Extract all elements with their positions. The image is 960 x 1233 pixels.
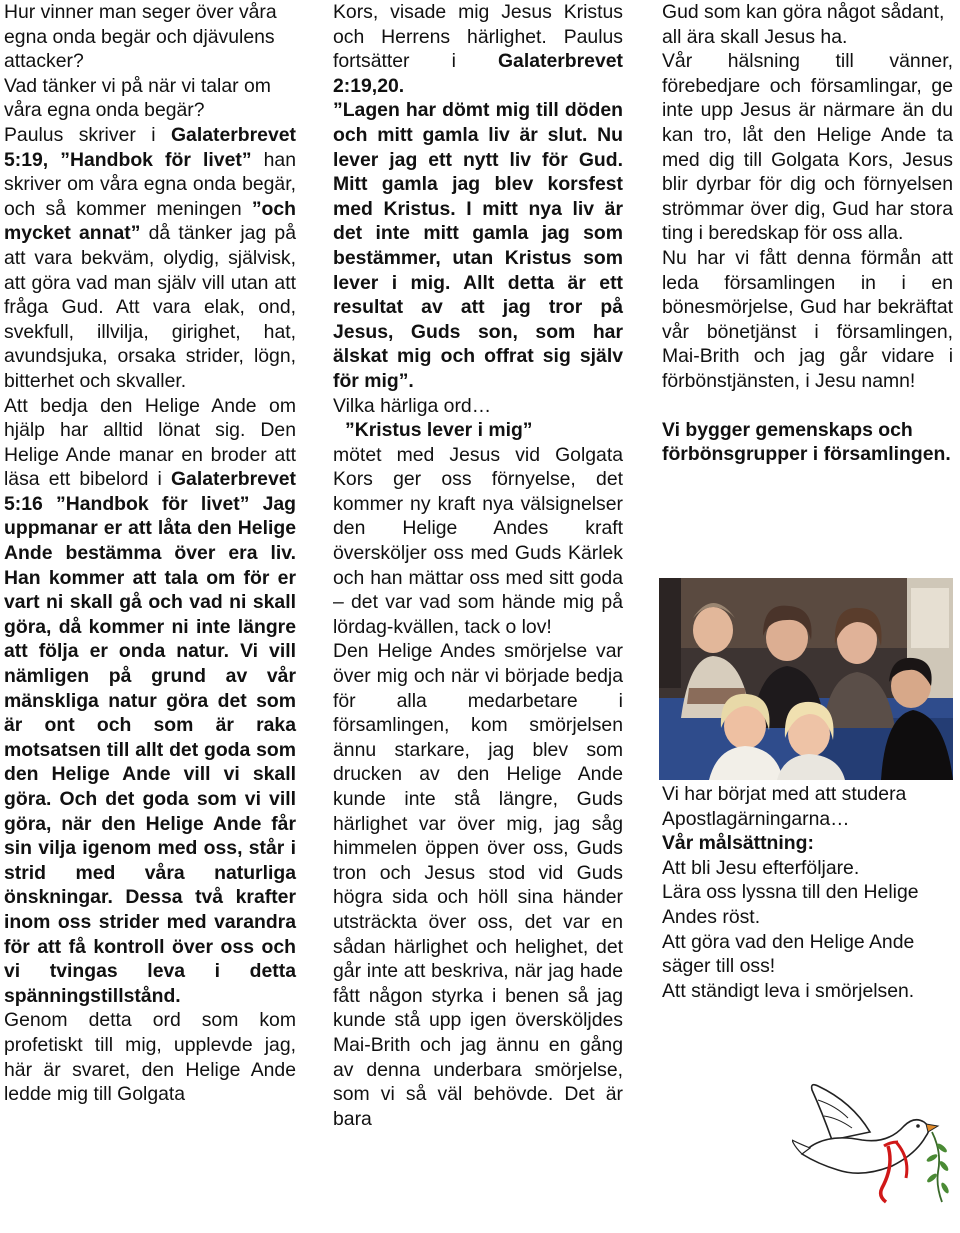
paragraph-intro-question: Hur vinner man seger över våra egna onda begär och djävulens attacker? [4,1,277,73]
paragraph-anointing: Den Helige Andes smörjelse var över mig och när vi började bedja för alla medarbetare i församlingen, kom smörjelsen ännu starkare, jag blev som drucken av den Helige Ande kunde inte stå längre, Guds härlighet var över mig, jag såg himmelen öppen över oss, Guds tron och Jesus stod vid Guds högra sida och höll sina händer utsträckta över oss, det var en sådan härlighet och helighet, det går inte att beskriva, när jag hade fått någon styrka i benen så jag kunde stå upp igen översköljdes Mai-Brith och jag ännu en gång av denna underbara smörjelse, som vi så väl behövde. Det är bara [333,640,623,1130]
text-run: Paulus skriver i [4,123,171,146]
text-run: då tänker jag på att vara bekväm, olydig, självisk, att göra vad man själv vill utan att fråga Gud. Att vara elak, ond, svekfull, illvilja, girighet, hat, avundsjuka, orsaka strider, lögn, bitterhet och skvaller. [4,222,296,392]
paragraph-greeting: Vår hälsning till vänner, förebedjare och församlingar, ge inte upp Jesus är närmare än du kan tro, låt den Helige Ande ta med dig till Golgata Kors, Jesus blir dyrbar för dig och förnyelsen strömmar över dig, Gud har stora ting i beredskap för oss alla. [662,50,953,245]
bible-reference: Galaterbrevet 2:19,20. [333,50,623,97]
paragraph-glory-to-jesus: Gud som kan göra något sådant, all ära skall Jesus ha. [662,1,945,48]
bible-reference: Galaterbrevet 5:19, ”Handbok för livet” [4,123,296,171]
goal-item: Att bli Jesu efterföljare. [662,856,860,879]
bible-quote-bold: Galaterbrevet 5:16 ”Handbok för livet” Jag uppmanar er att låta den Helige Ande bestämma över era liv. Han kommer att tala om för er vart ni skall gå och vad ni skall göra, då kommer ni inte längre att följa er onda natur. Vi vill nämligen på grund av vår mänskliga natur göra det som är ont och som är raka motsatsen till allt det goda som den Helige Ande vill vi skall göra. Och det goda som vi vill göra, när den Helige Ande får sin vilja igenom med oss, står i strid med våra naturliga önskningar. Dessa två krafter inom oss strider med varandra för att få kontroll över oss och vi tvingas leva i detta spänningstillstånd. [4,468,296,1007]
column-1 [4,0,296,1107]
goal-item: Att göra vad den Helige Ande säger till oss! [662,930,915,978]
goal-item: Att ständigt leva i smörjelsen. [662,979,915,1002]
text-run: han skriver om våra egna onda begär, och så kommer meningen [4,148,296,220]
bible-quote-bold: ”Lagen har dömt mig till döden och mitt gamla liv är slut. Nu lever jag ett nytt liv för Gud. Mitt gamla jag blev korsfest med Kristus. I mitt nya liv är det inte mitt gamla jag som bestämmer, utan Kristus som lever i mig. Allt detta är ett resultat av att jag tror på Jesus, Guds son, som har älskat mig och offrat sig själv för mig”. [333,99,623,392]
paragraph-question-2: Vad tänker vi på när vi talar om våra egna onda begär? [4,74,271,122]
text-run: Att bedja den Helige Ande om hjälp har alltid lönat sig. Den Helige Ande manar en broder att läsa ett bibelord i [4,394,296,491]
paragraph-galatians-5-19 [4,123,296,394]
column-3-lower [662,782,953,1003]
goals-heading: Vår målsättning: [662,832,814,855]
quote-heading: ”Kristus lever i mig” [345,419,533,442]
paragraph-galatians-2-19 [333,0,623,98]
column-3 [662,0,953,467]
paragraph-wonderful-words: Vilka härliga ord… [333,394,492,417]
section-heading: Vi bygger gemenskaps och förbönsgrupper i församlingen. [662,418,951,466]
paragraph-meeting-jesus: mötet med Jesus vid Golgata Kors ger oss förnyelse, det kommer ny kraft nya välsignelser den Helige Andes kraft översköljer oss med Guds Kärlek och han mättar oss med sitt goda – det var vad som hände mig på lördag-kvällen, tack o lov! [333,443,623,638]
paragraph-galatians-5-16 [4,394,296,1009]
paragraph-bible-study: Vi har börjat med att studera Apostlagärningarna… [662,783,907,830]
goal-item: Lära oss lyssna till den Helige Andes röst. [662,881,919,928]
group-photo [659,578,953,780]
quote-bold: ”och mycket annat” [4,197,296,245]
paragraph-prophetic-word: Genom detta ord som kom profetiskt till mig, upplevde jag, här är svaret, den Helige Ande ledde mig till Golgata [4,1009,296,1106]
column-2 [333,0,623,1131]
text-run: Kors, visade mig Jesus Kristus och Herrens härlighet. Paulus fortsätter i [333,1,623,73]
paragraph-prayer-ministry: Nu har vi fått denna förmån att leda församlingen in i en bönesmörjelse, Gud har bekräftat vår bönetjänst i församlingen, Mai-Brith och jag går vidare i förbönstjänsten, i Jesu namn! [662,246,953,392]
dove-icon [792,1062,952,1212]
